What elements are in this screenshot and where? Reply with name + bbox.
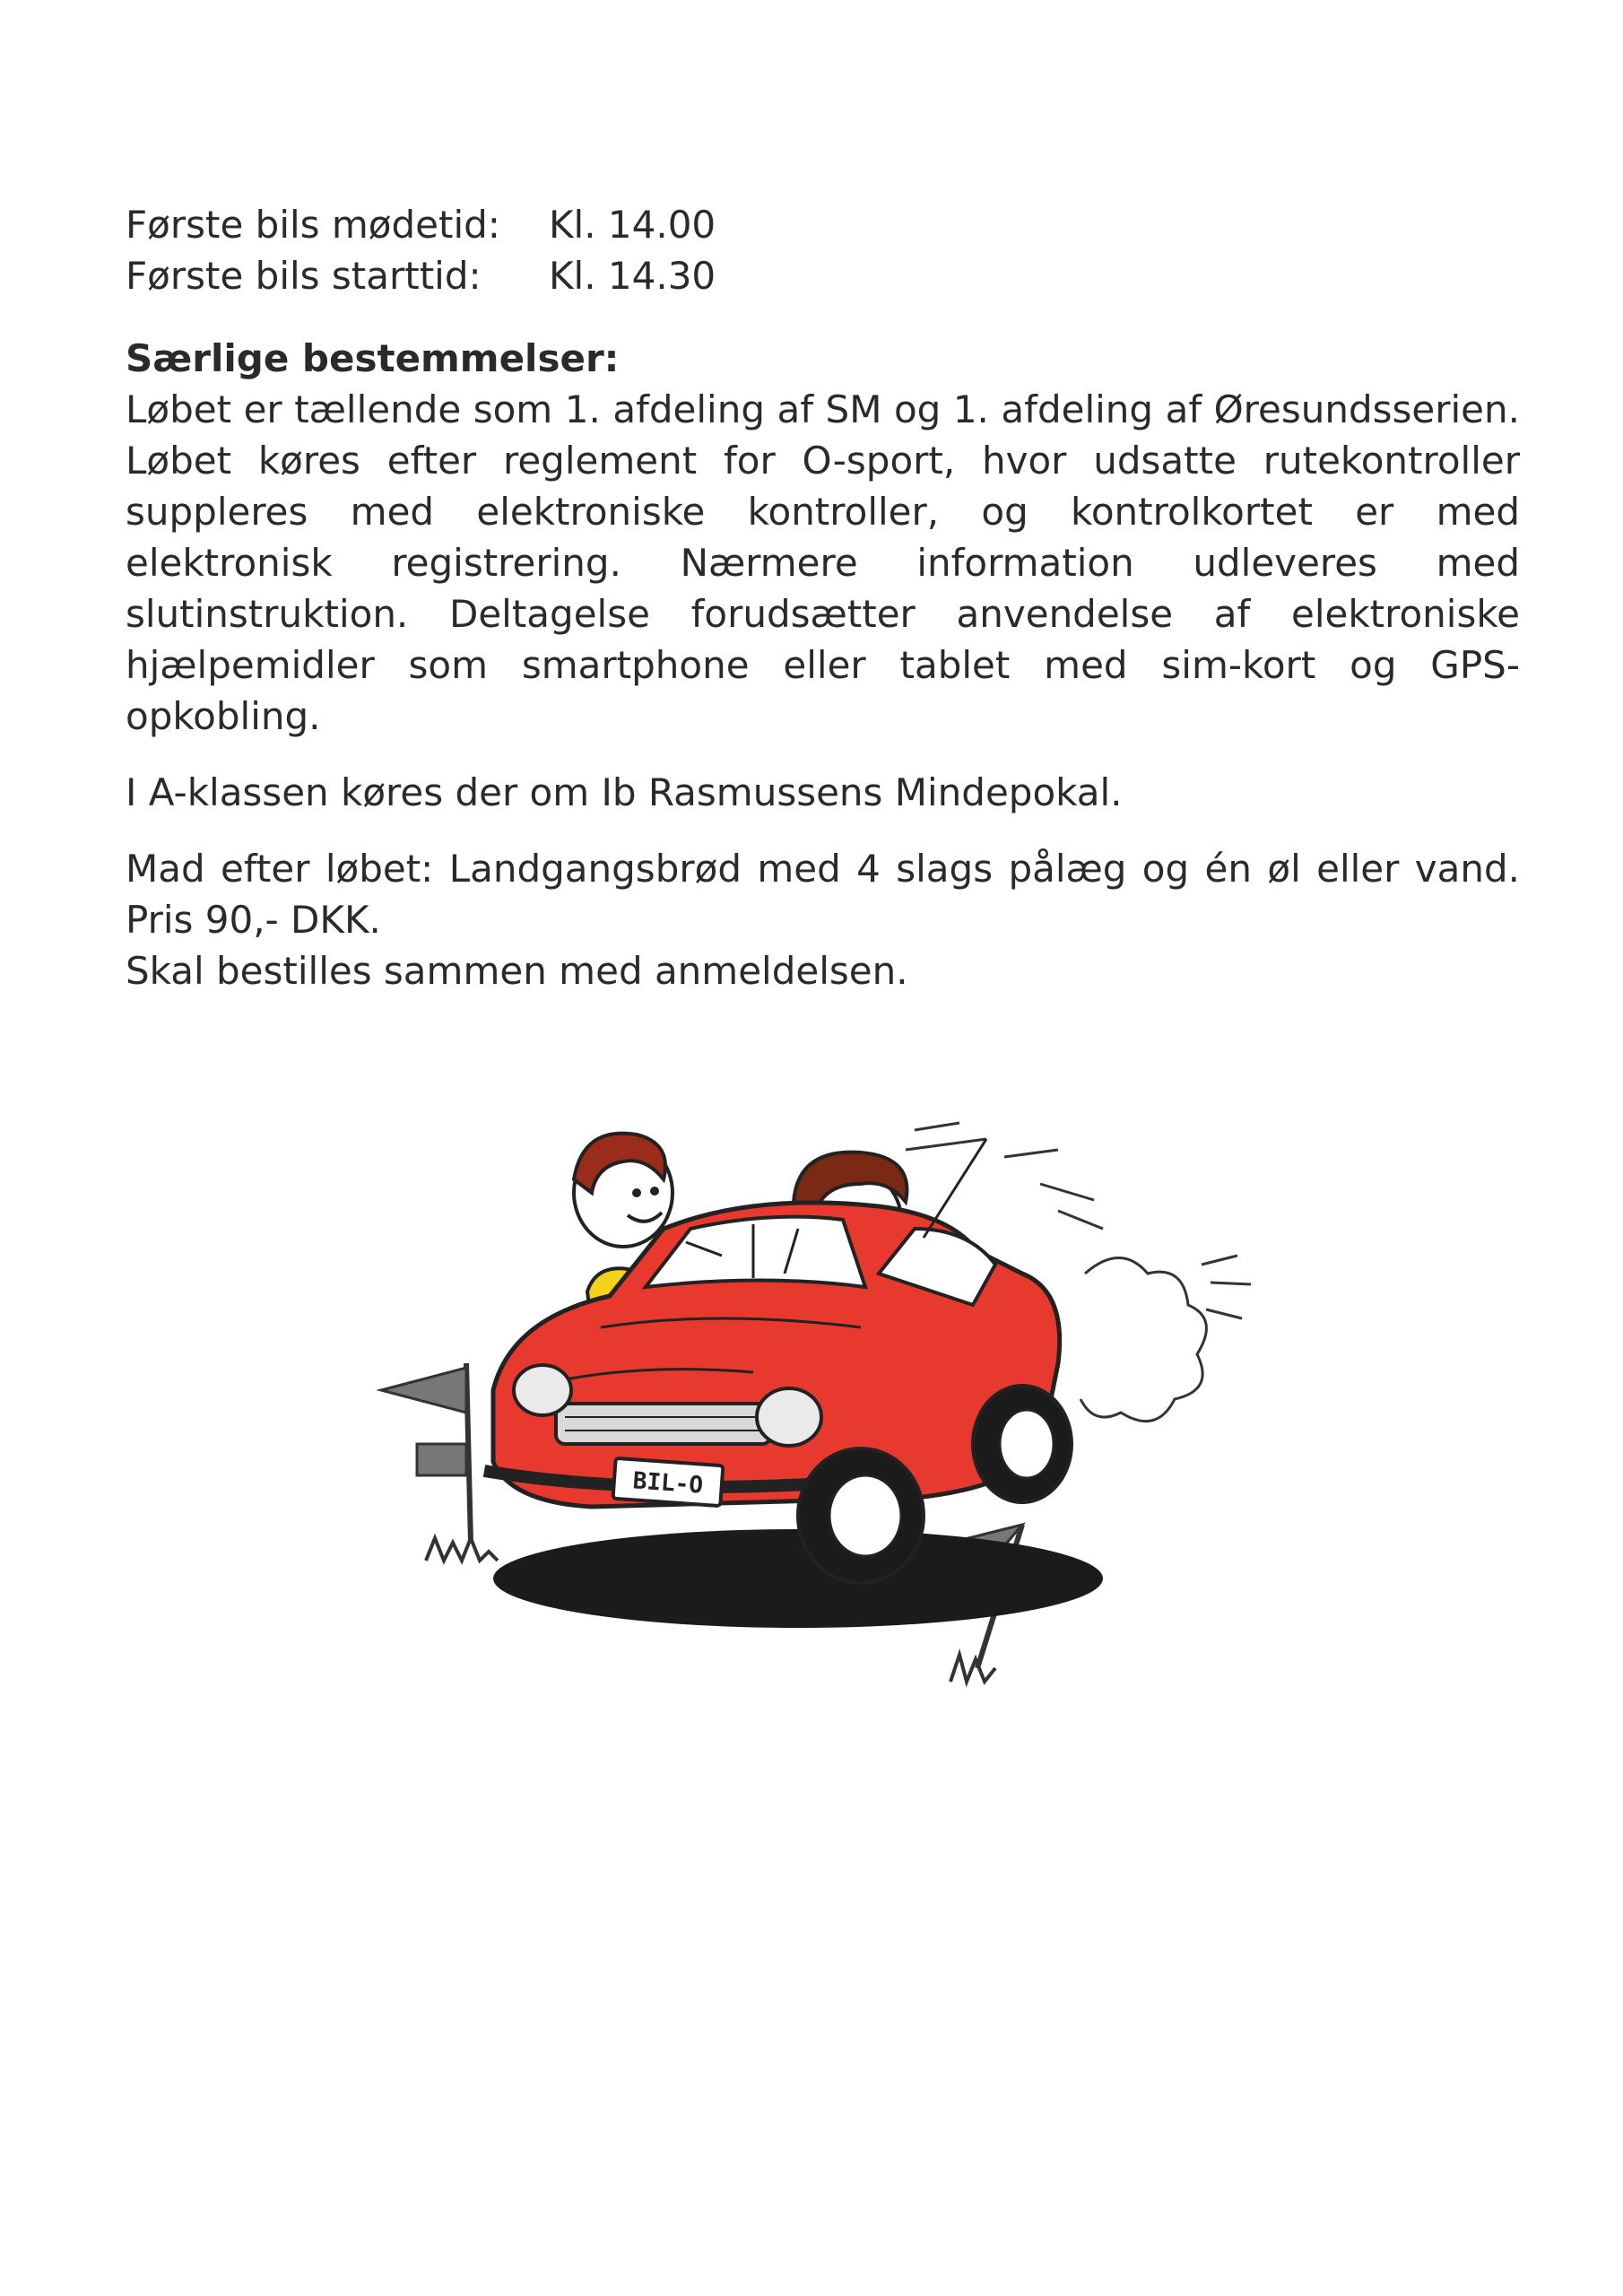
start-times bbox=[126, 199, 716, 301]
car-shadow bbox=[493, 1529, 1103, 1628]
meeting-time-value: Kl. 14.00 bbox=[549, 203, 716, 247]
bil-o-car-illustration bbox=[377, 1094, 1363, 1722]
start-time-row bbox=[126, 250, 716, 301]
plate-text: BIL-O bbox=[631, 1467, 704, 1500]
dust-cloud bbox=[1081, 1256, 1251, 1422]
license-plate bbox=[613, 1458, 724, 1506]
start-time-label: Første bils starttid: bbox=[126, 254, 482, 298]
class-a-paragraph: I A-klassen køres der om Ib Rasmussens Mindepokal. bbox=[126, 770, 1123, 814]
speed-lines bbox=[906, 1123, 1103, 1229]
meeting-time-row bbox=[126, 199, 716, 250]
special-rules-paragraph: Løbet er tællende som 1. afdeling af SM og 1. afdeling af Øresundsserien. Løbet køres efter reglement for O-sport, hvor udsatte rutekontroller suppleres med elektroniske kontroller, og kontrolkortet er med elektronisk registrering. Nærmere information udleveres med slutinstruktion. Deltagelse forudsætter anvendelse af elektroniske hjælpemidler som smartphone eller tablet med sim-kort og GPS-opkobling. bbox=[126, 387, 1520, 738]
food-line-3: Skal bestilles sammen med anmeldelsen. bbox=[126, 949, 908, 993]
food-line-2: Pris 90,- DKK. bbox=[126, 898, 381, 942]
main-content bbox=[126, 333, 1520, 996]
food-line-1: Mad efter løbet: Landgangsbrød med 4 slags pålæg og én øl eller vand. bbox=[126, 847, 1520, 891]
left-flag bbox=[381, 1363, 498, 1561]
special-rules-heading: Særlige bestemmelser: bbox=[126, 336, 620, 380]
start-time-value: Kl. 14.30 bbox=[549, 254, 716, 298]
food-section bbox=[126, 843, 1520, 996]
meeting-time-label: Første bils mødetid: bbox=[126, 203, 500, 247]
